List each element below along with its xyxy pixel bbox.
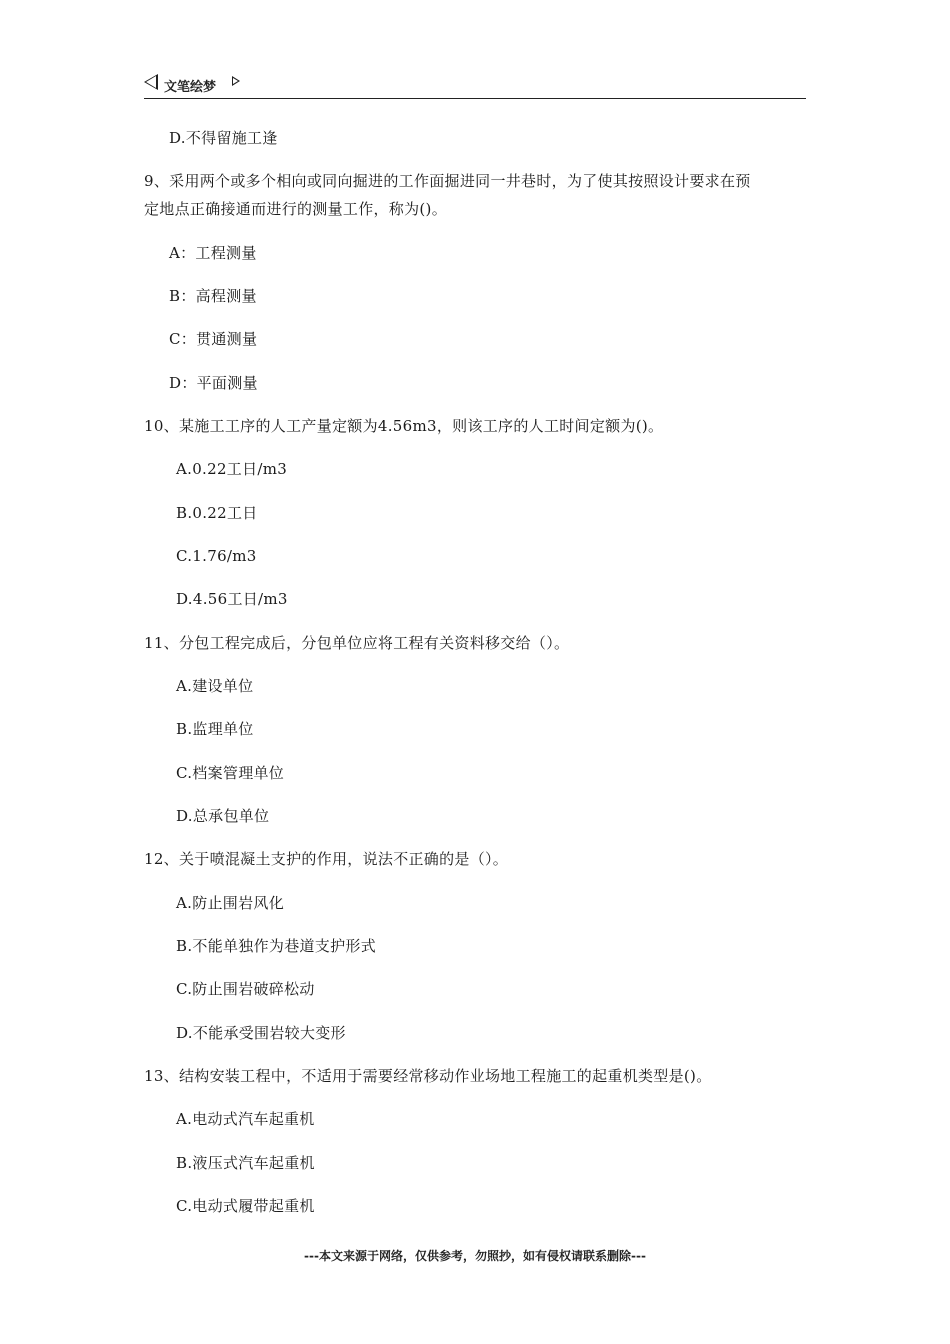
- q12-option-b: B.不能单独作为巷道支护形式: [176, 937, 376, 955]
- q11-text: 11、分包工程完成后，分包单位应将工程有关资料移交给（）。: [144, 634, 570, 652]
- q11-option-d: D.总承包单位: [176, 807, 270, 825]
- q13-option-c: C.电动式履带起重机: [176, 1197, 315, 1215]
- footer-notice: ---本文来源于网络，仅供参考，勿照抄，如有侵权请联系删除---: [304, 1249, 646, 1263]
- q13-text: 13、结构安装工程中，不适用于需要经常移动作业场地工程施工的起重机类型是()。: [144, 1067, 712, 1085]
- q11-option-c: C.档案管理单位: [176, 764, 285, 782]
- q10-option-a: A.0.22工日/m3: [176, 460, 288, 478]
- q9-text-line1: 9、采用两个或多个相向或同向掘进的工作面掘进同一井巷时，为了使其按照设计要求在预: [144, 172, 751, 190]
- q10-option-d: D.4.56工日/m3: [176, 590, 288, 608]
- q11-option-b: B.监理单位: [176, 720, 254, 738]
- q9-option-c: C：贯通测量: [169, 330, 258, 348]
- right-triangle-icon: [232, 76, 240, 86]
- q13-option-a: A.电动式汽车起重机: [176, 1110, 315, 1128]
- q8-option-d: D.不得留施工逢: [169, 129, 278, 147]
- header-title: 文笔绘梦: [164, 80, 217, 95]
- q9-option-b: B：高程测量: [169, 287, 257, 305]
- q12-text: 12、关于喷混凝土支护的作用，说法不正确的是（）。: [144, 850, 509, 868]
- q10-option-c: C.1.76/m3: [176, 547, 257, 565]
- q11-option-a: A.建设单位: [176, 677, 254, 695]
- q12-option-c: C.防止围岩破碎松动: [176, 980, 315, 998]
- q10-option-b: B.0.22工日: [176, 504, 258, 522]
- q9-text-line2: 定地点正确接通而进行的测量工作，称为()。: [144, 200, 448, 218]
- page-header: [144, 72, 806, 99]
- q9-option-a: A：工程测量: [169, 244, 257, 262]
- q9-option-d: D：平面测量: [169, 374, 258, 392]
- q13-option-b: B.液压式汽车起重机: [176, 1154, 315, 1172]
- q10-text: 10、某施工工序的人工产量定额为4.56m3，则该工序的人工时间定额为()。: [144, 417, 664, 435]
- q12-option-a: A.防止围岩风化: [176, 894, 285, 912]
- q12-option-d: D.不能承受围岩较大变形: [176, 1024, 346, 1042]
- left-triangle-icon: [144, 74, 158, 90]
